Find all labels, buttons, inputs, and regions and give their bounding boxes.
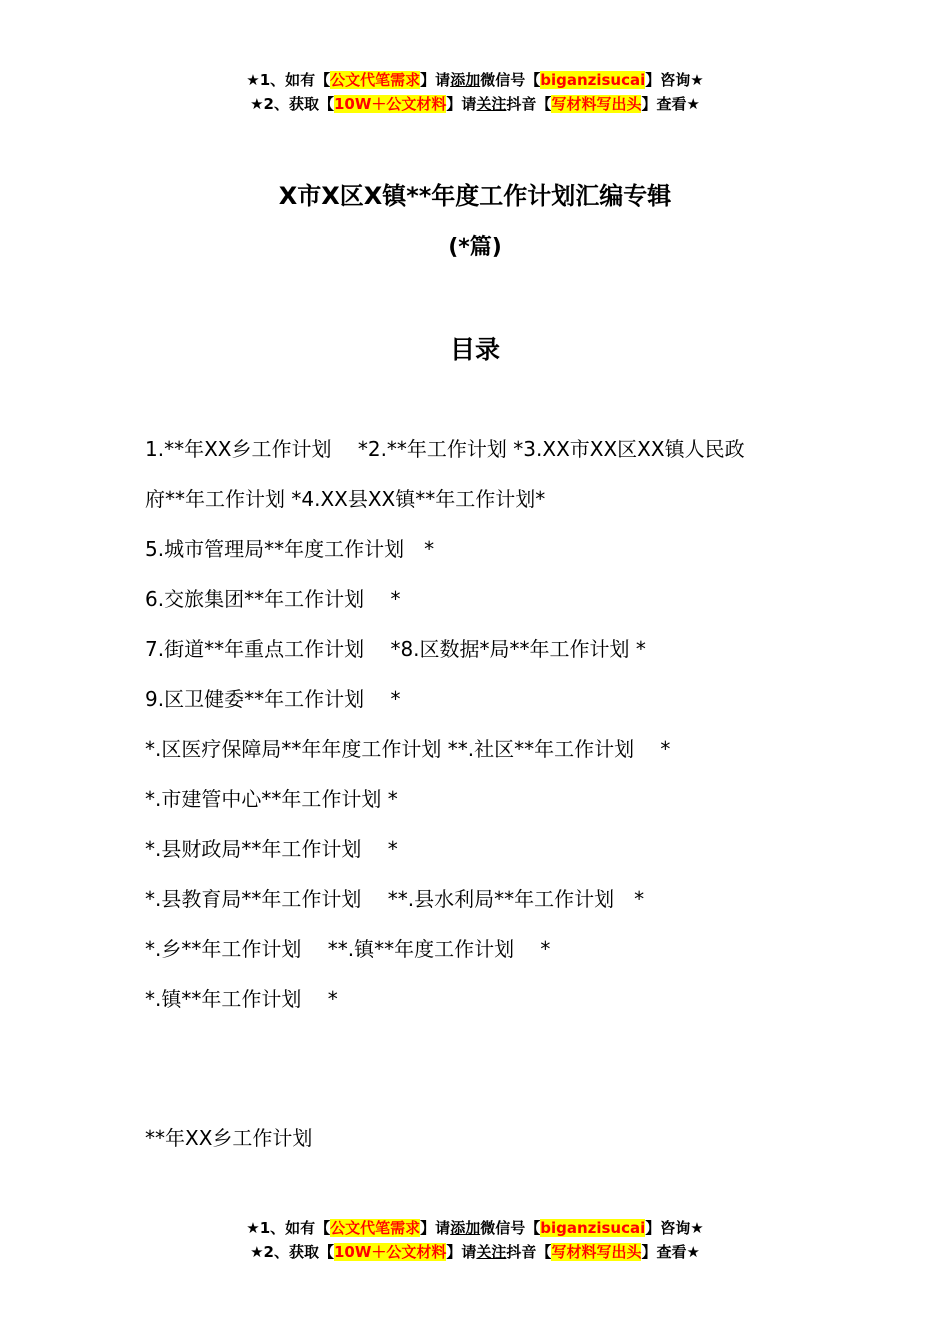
toc-line: 5.城市管理局**年度工作计划 * (145, 537, 435, 561)
toc-line: *.市建管中心**年工作计划 * (145, 787, 398, 811)
banner-line-1: ★1、如有【公文代笔需求】请添加微信号【biganzisucai】咨询★ (246, 71, 704, 89)
banner-line-2: ★2、获取【10W＋公文材料】请关注抖音【写材料写出头】查看★ (250, 95, 700, 113)
highlight-materials: 10W＋公文材料 (333, 1243, 447, 1261)
highlight-wechat-id: biganzisucai (540, 71, 646, 89)
highlight-wechat-id: biganzisucai (540, 1219, 646, 1237)
toc-line: *.县财政局**年工作计划 * (145, 837, 398, 861)
toc-line: *.乡**年工作计划 **.镇**年度工作计划 * (145, 937, 551, 961)
document-subtitle: (*篇) (448, 235, 502, 260)
table-of-contents (145, 424, 825, 1024)
toc-line: *.区医疗保障局**年年度工作计划 **.社区**年工作计划 * (145, 737, 671, 761)
highlight-materials: 10W＋公文材料 (333, 95, 447, 113)
document-title: X市X区X镇**年度工作计划汇编专辑 (278, 182, 672, 210)
toc-line: 9.区卫健委**年工作计划 * (145, 687, 401, 711)
toc-line: *.镇**年工作计划 * (145, 987, 338, 1011)
banner-line-2: ★2、获取【10W＋公文材料】请关注抖音【写材料写出头】查看★ (250, 1243, 700, 1261)
header-banner (0, 68, 950, 116)
toc-line: 7.街道**年重点工作计划 *8.区数据*局**年工作计划 * (145, 637, 646, 661)
toc-line: 6.交旅集团**年工作计划 * (145, 587, 401, 611)
highlight-service: 公文代笔需求 (330, 1219, 421, 1237)
highlight-douyin: 写材料写出头 (551, 95, 642, 113)
highlight-service: 公文代笔需求 (330, 71, 421, 89)
toc-line: 府**年工作计划 *4.XX县XX镇**年工作计划* (145, 487, 546, 511)
section-heading: **年XX乡工作计划 (145, 1126, 313, 1150)
banner-line-1: ★1、如有【公文代笔需求】请添加微信号【biganzisucai】咨询★ (246, 1219, 704, 1237)
footer-banner (0, 1216, 950, 1264)
toc-heading: 目录 (449, 335, 500, 364)
toc-line: *.县教育局**年工作计划 **.县水利局**年工作计划 * (145, 887, 645, 911)
highlight-douyin: 写材料写出头 (551, 1243, 642, 1261)
toc-line: 1.**年XX乡工作计划 *2.**年工作计划 *3.XX市XX区XX镇人民政 (145, 437, 745, 461)
